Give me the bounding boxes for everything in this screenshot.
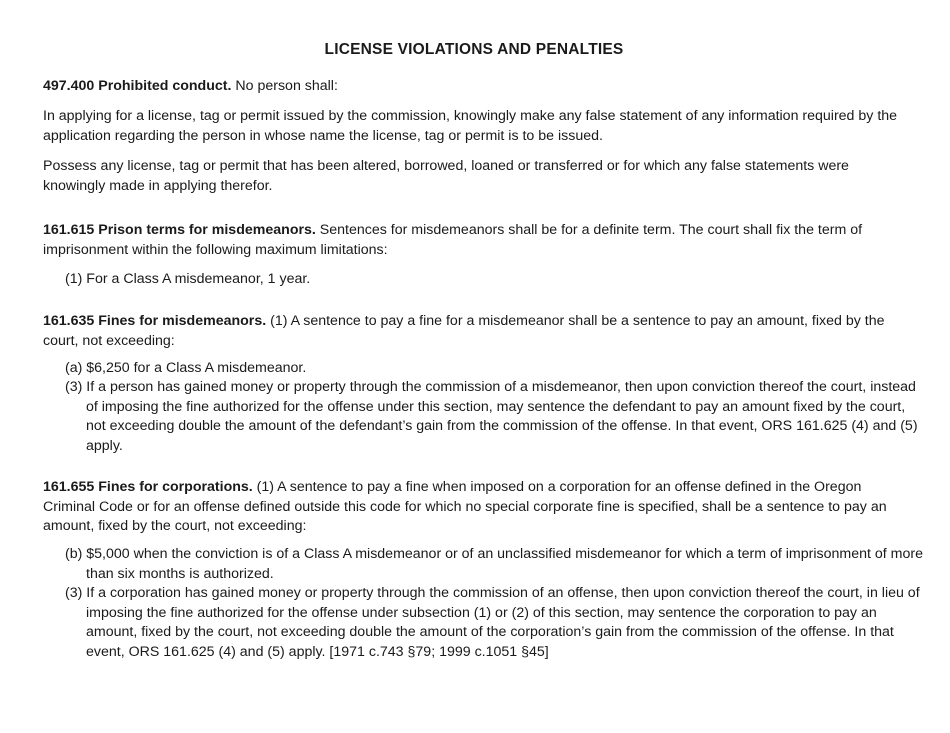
paragraph [43, 478, 909, 537]
section-497-paragraph-1 [43, 107, 909, 146]
section-heading: 497.400 Prohibited conduct. [43, 78, 232, 94]
paragraph [43, 221, 909, 260]
section-497-paragraph-2 [43, 157, 909, 196]
section-161-655 [43, 478, 909, 537]
section-heading: 161.655 Fines for corporations. [43, 479, 253, 495]
section-intro-text: No person shall: [231, 78, 338, 94]
section-heading: 161.615 Prison terms for misdemeanors. [43, 222, 316, 238]
list-item: (b) $5,000 when the conviction is of a Class A misdemeanor or of an unclassified misdemeanor for which a term of imprisonment of more than six months is authorized. [65, 546, 923, 582]
section-body: (1) A sentence to pay a fine for a misdemeanor shall be a sentence to pay an amount, fixed by the court, not exceeding: [43, 313, 885, 349]
section-body: (1) A sentence to pay a fine when imposed on a corporation for an offense defined in the Oregon Criminal Code or for an offense defined outside this code for which no special corporate fine is specified, shall be a sentence to pay an amount, fixed by the court, not exceeding: [43, 479, 887, 534]
section-intro [43, 77, 909, 97]
section-heading: 161.635 Fines for misdemeanors. [43, 313, 267, 329]
paragraph [43, 312, 909, 351]
page-title: LICENSE VIOLATIONS AND PENALTIES [324, 41, 624, 58]
section-161-615 [43, 221, 909, 260]
section-body: Sentences for misdemeanors shall be for a definite term. The court shall fix the term of imprisonment within the following maximum limitations: [43, 222, 863, 258]
section-497-400 [43, 77, 909, 97]
paragraph: In applying for a license, tag or permit issued by the commission, knowingly make any false statement of any information required by the application regarding the person in whose name the license, tag or permit is to be issued. [43, 108, 898, 144]
list-item: (3) If a person has gained money or property through the commission of a misdemeanor, then upon conviction thereof the court, instead of imposing the fine authorized for the offense under this section, may sentence the defendant to pay an amount fixed by the court, not exceeding double the amount of the defendant’s gain from the commission of the offense. In that event, ORS 161.625 (4) and (5) apply. [65, 379, 918, 454]
list-item: (a) $6,250 for a Class A misdemeanor. [65, 360, 307, 376]
section-161-635 [43, 312, 909, 351]
list-item: (1) For a Class A misdemeanor, 1 year. [65, 271, 311, 287]
list-item: (3) If a corporation has gained money or property through the commission of an offense, then upon conviction thereof the court, in lieu of imposing the fine authorized for the offense under subsection (1) or (2) of this section, may sentence the corporation to pay an amount, fixed by the court, not exceeding double the amount of the corporation’s gain from the commission of the offense. In that event, ORS 161.625 (4) and (5) apply. [1971 c.743 §79; 1999 c.1051 §45] [65, 585, 920, 660]
paragraph: Possess any license, tag or permit that has been altered, borrowed, loaned or transferred or for which any false statements were knowingly made in applying therefor. [43, 158, 849, 194]
